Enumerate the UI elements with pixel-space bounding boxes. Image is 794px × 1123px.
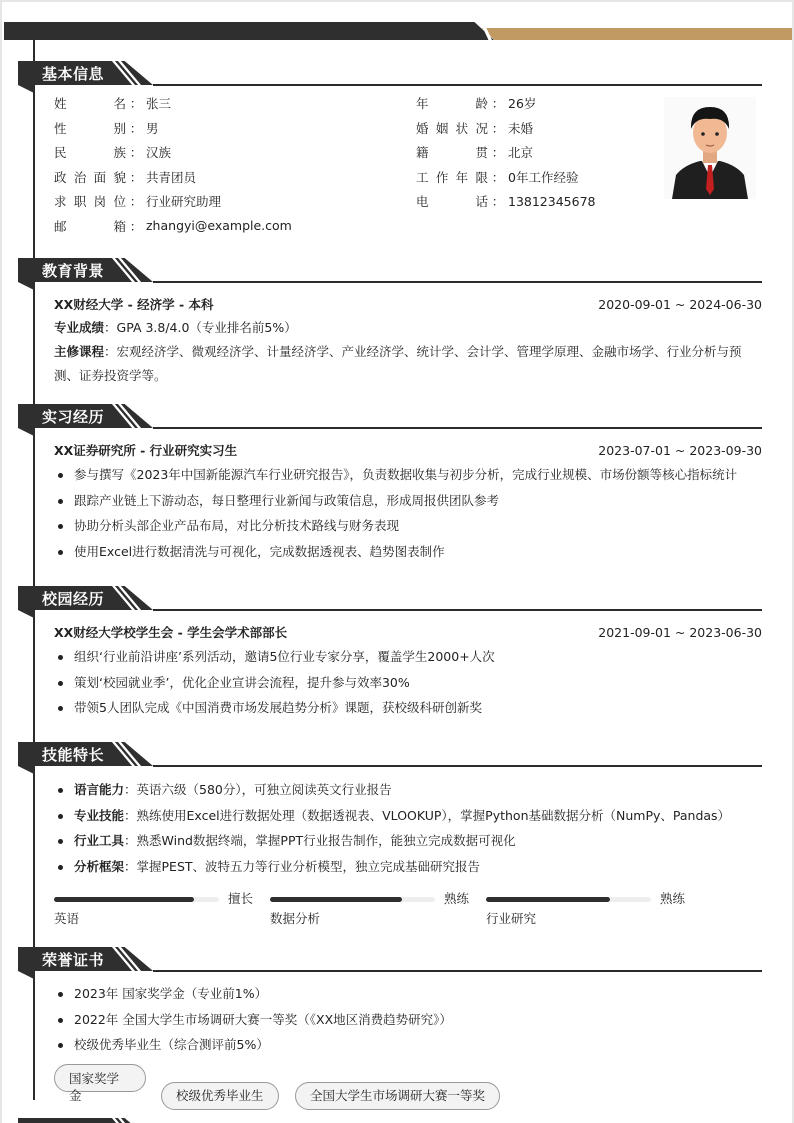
section-title: 实习经历 <box>42 408 105 426</box>
section-header <box>18 947 762 973</box>
list-item <box>54 803 762 829</box>
skill-bar-item <box>486 891 702 931</box>
info-colon: ： <box>491 96 505 111</box>
skill-description: ：英语六级（580分），可独立阅读英文行业报告 <box>124 782 392 797</box>
skills-bullets <box>54 777 762 879</box>
list-item: 2022年 全国大学生市场调研大赛一等奖（《XX地区消费趋势研究》） <box>54 1007 762 1033</box>
section-basic-info <box>18 61 762 242</box>
info-label: 婚 姻 状 况 <box>416 120 488 136</box>
info-value: zhangyi@example.com <box>146 218 292 233</box>
education-date-range: 2020-09-01 ~ 2024-06-30 <box>598 296 762 312</box>
info-value: 汉族 <box>146 145 172 160</box>
list-item: 策划‘校园就业季’，优化企业宣讲会流程，提升参与效率30% <box>54 670 762 696</box>
skill-bar-item <box>54 891 270 931</box>
info-label: 姓 名 <box>54 96 126 111</box>
info-colon: ： <box>129 145 143 160</box>
internship-bullets <box>54 462 762 564</box>
info-label: 民 族 <box>54 145 126 160</box>
internship-date-range: 2023-07-01 ~ 2023-09-30 <box>598 442 762 458</box>
skill-description: ：熟悉Wind数据终端，掌握PPT行业报告制作，能独立完成数据可视化 <box>124 833 516 848</box>
section-title: 教育背景 <box>42 262 105 280</box>
list-item <box>54 828 762 854</box>
courses-value: ：宏观经济学、微观经济学、计量经济学、产业经济学、统计学、会计学、管理学原理、金融市场学、行业分析与预测、证券投资学等。 <box>54 344 742 383</box>
skill-category-label: 分析框架 <box>74 858 125 874</box>
internship-entry-heading <box>54 438 762 462</box>
section-header <box>18 258 762 284</box>
skill-description: ：掌握PEST、波特五力等行业分析模型，独立完成基础研究报告 <box>124 858 481 874</box>
list-item: 2023年 国家奖学金（专业前1%） <box>54 981 762 1007</box>
organization-role: XX财经大学校学生会 - 学生会学术部部长 <box>54 625 288 640</box>
section-title: 校园经历 <box>42 590 105 608</box>
info-colon: ： <box>491 120 505 136</box>
info-label: 工 作 年 限 <box>416 169 488 185</box>
honor-tag: 全国大学生市场调研大赛一等奖 <box>295 1082 500 1110</box>
section-education <box>18 258 762 388</box>
list-item: 组织‘行业前沿讲座’系列活动，邀请5位行业专家分享，覆盖学生2000+人次 <box>54 644 762 670</box>
progress-fill <box>270 897 402 902</box>
skill-level-label: 熟练 <box>660 891 686 906</box>
info-colon: ： <box>491 194 505 209</box>
info-value: 北京 <box>508 145 534 160</box>
section-title: 荣誉证书 <box>42 951 105 969</box>
info-label: 求 职 岗 位 <box>54 194 126 209</box>
list-item: 使用Excel进行数据清洗与可视化，完成数据透视表、趋势图表制作 <box>54 539 762 565</box>
info-value: 13812345678 <box>508 193 596 209</box>
skill-level-bars <box>54 891 762 931</box>
progress-track <box>486 897 651 902</box>
section-skills <box>18 742 762 931</box>
avatar-icon <box>664 97 756 199</box>
info-colon: ： <box>129 169 143 185</box>
section-internship <box>18 404 762 564</box>
list-item: 带领5人团队完成《中国消费市场发展趋势分析》课题，获校级科研创新奖 <box>54 695 762 721</box>
skill-level-label: 擅长 <box>228 891 254 906</box>
list-item <box>54 854 762 880</box>
skill-name: 英语 <box>54 911 80 926</box>
info-label: 邮 箱 <box>54 218 126 234</box>
info-row <box>416 189 595 213</box>
honor-tag: 校级优秀毕业生 <box>161 1082 279 1110</box>
skill-category-label: 专业技能 <box>74 807 125 823</box>
info-colon: ： <box>491 145 505 160</box>
info-row <box>416 140 533 164</box>
skill-bar-item <box>270 891 486 931</box>
info-row <box>54 214 292 238</box>
info-row <box>416 91 536 115</box>
skill-category-label: 语言能力 <box>74 782 125 797</box>
campus-bullets <box>54 644 762 721</box>
info-label: 性 别 <box>54 120 126 136</box>
section-next-partial <box>18 1118 762 1123</box>
honors-bullets <box>54 981 762 1058</box>
info-row <box>54 189 221 213</box>
progress-fill <box>486 897 610 902</box>
info-row <box>54 140 171 164</box>
section-header <box>18 742 762 768</box>
section-title: 技能特长 <box>42 746 105 764</box>
info-label: 年 龄 <box>416 96 488 111</box>
section-honors <box>18 947 762 1123</box>
info-colon: ： <box>129 96 143 111</box>
info-row <box>416 116 533 140</box>
education-entry-heading <box>54 292 762 316</box>
basic-info-grid <box>18 87 762 242</box>
progress-track <box>54 897 219 902</box>
honor-tags <box>54 1064 762 1123</box>
section-header <box>18 61 762 87</box>
section-campus <box>18 586 762 721</box>
campus-date-range: 2021-09-01 ~ 2023-06-30 <box>598 624 762 640</box>
skill-name: 数据分析 <box>270 911 321 926</box>
info-colon: ： <box>129 218 143 234</box>
info-value: 男 <box>146 120 159 136</box>
info-value: 共青团员 <box>146 169 197 185</box>
skill-category-label: 行业工具 <box>74 833 125 848</box>
gpa-label: 专业成绩 <box>54 320 105 335</box>
list-item: 跟踪产业链上下游动态，每日整理行业新闻与政策信息，形成周报供团队参考 <box>54 488 762 514</box>
info-row <box>54 165 196 189</box>
info-label: 电 话 <box>416 194 488 209</box>
progress-track <box>270 897 435 902</box>
list-item: 协助分析头部企业产品布局，对比分析技术路线与财务表现 <box>54 513 762 539</box>
school-major-degree: XX财经大学 - 经济学 - 本科 <box>54 297 214 312</box>
info-row <box>54 91 171 115</box>
courses-label: 主修课程 <box>54 344 105 359</box>
info-row <box>54 116 159 140</box>
top-banner-dark <box>4 22 494 40</box>
info-value: 张三 <box>146 96 172 111</box>
company-role: XX证券研究所 - 行业研究实习生 <box>54 443 238 458</box>
list-item: 参与撰写《2023年中国新能源汽车行业研究报告》，负责数据收集与初步分析，完成行业规模、市场份额等核心指标统计 <box>54 462 762 488</box>
list-item <box>54 777 762 803</box>
section-title: 基本信息 <box>42 65 105 83</box>
profile-photo <box>664 97 756 199</box>
gpa-line <box>54 316 762 340</box>
skill-level-label: 熟练 <box>444 891 470 906</box>
info-value: 未婚 <box>508 120 534 136</box>
courses-line <box>54 340 762 388</box>
info-colon: ： <box>491 169 505 185</box>
info-colon: ： <box>129 194 143 209</box>
top-banner-gold <box>482 28 794 40</box>
info-colon: ： <box>129 120 143 136</box>
section-header <box>18 586 762 612</box>
info-value: 行业研究助理 <box>146 194 222 209</box>
info-label: 籍 贯 <box>416 145 488 160</box>
honor-tag: 国家奖学金 <box>54 1064 146 1092</box>
gpa-value: ：GPA 3.8/4.0（专业排名前5%） <box>104 320 297 335</box>
progress-fill <box>54 897 194 902</box>
campus-entry-heading <box>54 620 762 644</box>
info-value: 26岁 <box>508 96 537 111</box>
info-row <box>416 165 578 189</box>
list-item: 校级优秀毕业生（综合测评前5%） <box>54 1032 762 1058</box>
info-label: 政 治 面 貌 <box>54 169 126 185</box>
info-value: 0年工作经验 <box>508 169 579 185</box>
section-header <box>18 404 762 430</box>
skill-description: ：熟练使用Excel进行数据处理（数据透视表、VLOOKUP），掌握Python基础数据分析（NumPy、Pandas） <box>124 807 731 823</box>
skill-name: 行业研究 <box>486 911 537 926</box>
